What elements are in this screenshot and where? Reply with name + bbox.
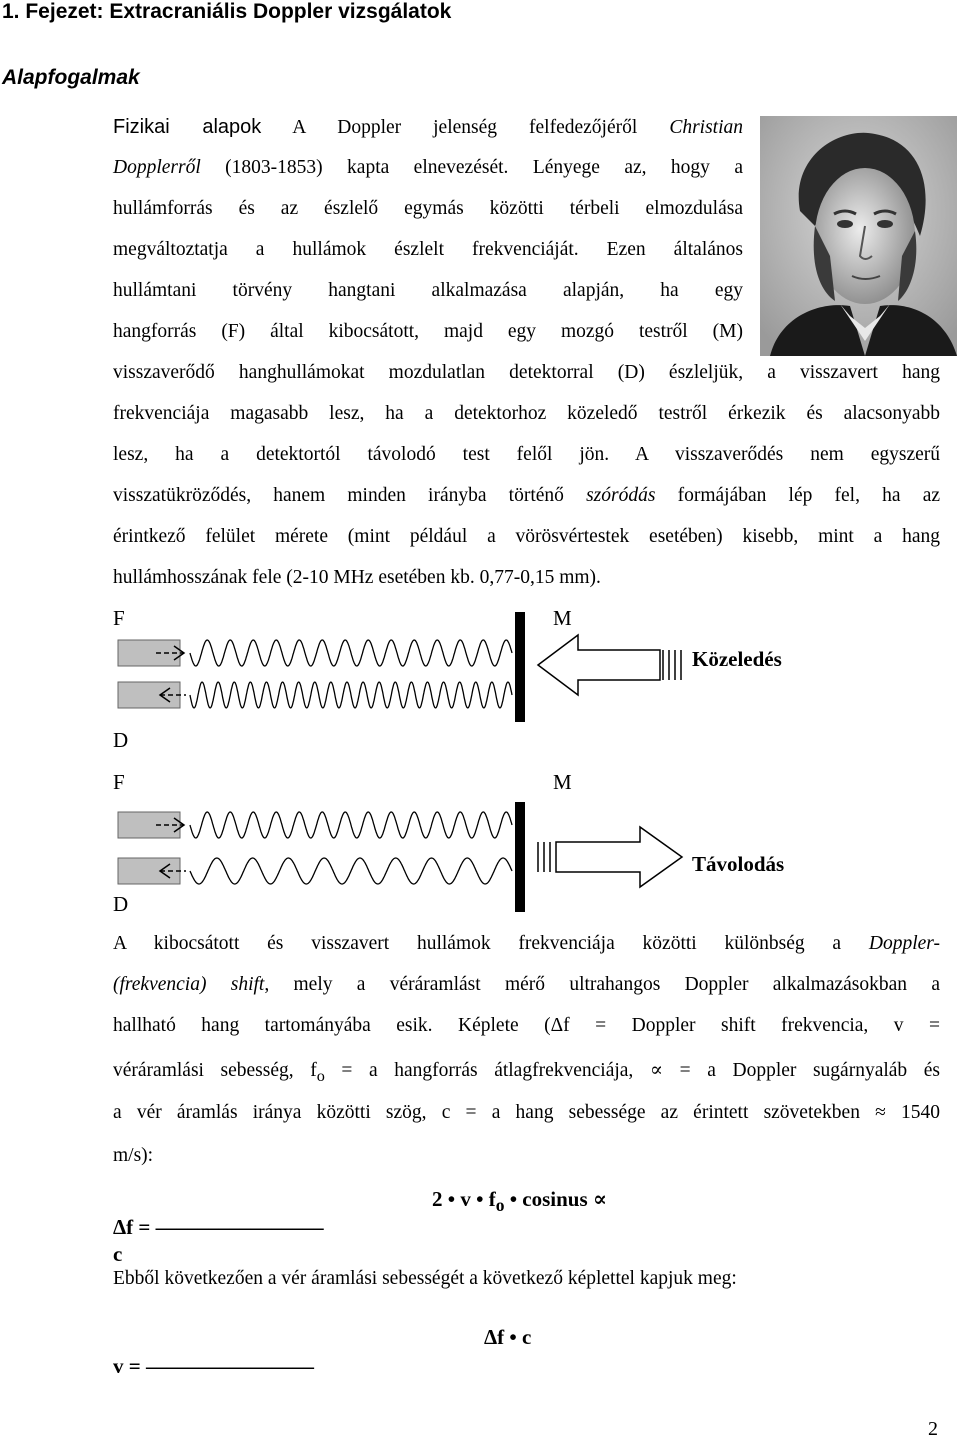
formula1-sub: o xyxy=(495,1195,505,1216)
formula2-numerator: Δf • c xyxy=(484,1325,532,1349)
chapter-title: 1. Fejezet: Extracraniális Doppler vizsgálatok xyxy=(2,0,452,23)
shift-term-2a: (frekvencia) shift xyxy=(113,974,265,995)
diagram-bottom-caption: Távolodás xyxy=(692,852,785,876)
formula1-numerator xyxy=(432,1186,607,1216)
intro-name: Christian xyxy=(669,117,743,138)
shift-text-4c: = a Doppler sugárnyaláb és xyxy=(679,1060,940,1081)
doppler-diagram-approaching xyxy=(110,610,710,735)
diagram-top-label-m: M xyxy=(553,606,572,630)
diagram-bottom-label-f: F xyxy=(113,770,125,794)
intro-text-10c: formájában lép fel, ha az xyxy=(677,485,941,506)
moving-reflector xyxy=(515,612,525,722)
section-title: Alapfogalmak xyxy=(2,66,140,89)
intro-line-10 xyxy=(113,485,940,507)
formula1-numerator-b: • cosinus ∝ xyxy=(509,1187,608,1211)
diagram-bottom-label-m: M xyxy=(553,770,572,794)
formula1-lhs: Δf = –––––––––––––––– xyxy=(113,1215,324,1239)
derivation-text: Ebből következően a vér áramlási sebességét a következő képlettel kapjuk meg: xyxy=(113,1268,737,1289)
intro-text-2: (1803-1853) kapta elnevezését. Lényege az, hogy a xyxy=(225,157,743,178)
intro-line-2 xyxy=(113,157,743,179)
angle-symbol: ∝ xyxy=(649,1060,664,1081)
intro-text-10a: visszatükröződés, hanem minden irányba történő xyxy=(113,485,564,506)
shift-text-2b: , mely a véráramlást mérő ultrahangos Doppler alkalmazásokban a xyxy=(264,974,940,995)
intro-name-2: Dopplerről xyxy=(113,157,201,178)
portrait-image xyxy=(760,116,957,356)
shift-text-4a: véráramlási sebesség, f xyxy=(113,1060,317,1081)
intro-line-4: megváltoztatja a hullámok észlelt frekvenciáját. Ezen általános xyxy=(113,239,743,260)
formula1-numerator-a: 2 • v • f xyxy=(432,1187,496,1211)
emitter-box xyxy=(118,640,180,666)
intro-line-9: lesz, ha a detektortól távolodó test felől jön. A visszaverődés nem egyszerű xyxy=(113,444,940,465)
intro-line-8: frekvenciája magasabb lesz, ha a detektorhoz közeledő testről érkezik és alacsonyabb xyxy=(113,403,940,424)
shift-line-5 xyxy=(113,1102,940,1124)
intro-line-12: hullámhosszának fele (2-10 MHz esetében kb. 0,77-0,15 mm). xyxy=(113,567,601,588)
diagram-top-label-f: F xyxy=(113,606,125,630)
shift-line-3: hallható hang tartományába esik. Képlete (Δf = Doppler shift frekvencia, v = xyxy=(113,1015,940,1036)
shift-text-5a: a vér áramlás iránya közötti szög, c = a hang sebessége az érintett szövetekben xyxy=(113,1102,860,1123)
intro-text: A Doppler jelenség felfedezőjéről xyxy=(292,117,638,138)
intro-line-3: hullámforrás és az észlelő egymás közötti térbeli elmozdulása xyxy=(113,198,743,219)
diagram-bottom-label-d: D xyxy=(113,892,129,916)
intro-line-11: érintkező felület mérete (mint például a vörösvértestek esetében) kisebb, mint a hang xyxy=(113,526,940,547)
diagram-top-label-d: D xyxy=(113,728,129,752)
intro-lead-label: Fizikai alapok xyxy=(113,116,262,138)
page-number: 2 xyxy=(928,1418,938,1440)
scattering-term: szóródás xyxy=(586,485,656,506)
doppler-diagram-receding xyxy=(110,800,710,925)
intro-line-5: hullámtani törvény hangtani alkalmazása alapján, ha egy xyxy=(113,280,743,301)
shift-text-4b: = a hangforrás átlagfrekvenciája, xyxy=(341,1060,634,1081)
intro-line-7: visszaverődő hanghullámokat mozdulatlan detektorral (D) észleljük, a visszavert hang xyxy=(113,362,940,383)
shift-text-1a: A kibocsátott és visszavert hullámok frekvenciája közötti különbség a xyxy=(113,933,842,954)
shift-text-5b: 1540 xyxy=(901,1102,941,1123)
shift-line-6: m/s): xyxy=(113,1145,154,1166)
shift-sub-o: o xyxy=(316,1066,325,1085)
shift-term-1b: Doppler- xyxy=(868,933,940,954)
formula2-lhs: v = –––––––––––––––– xyxy=(113,1354,314,1378)
intro-line-6: hangforrás (F) által kibocsátott, majd egy mozgó testről (M) xyxy=(113,321,743,342)
formula1-denominator: c xyxy=(113,1242,123,1266)
intro-line-1 xyxy=(113,116,743,139)
shift-line-4 xyxy=(113,1058,940,1086)
diagram-top-caption: Közeledés xyxy=(692,647,782,671)
shift-line-1 xyxy=(113,933,940,955)
approx-symbol: ≈ xyxy=(875,1102,886,1123)
shift-line-2 xyxy=(113,974,940,996)
